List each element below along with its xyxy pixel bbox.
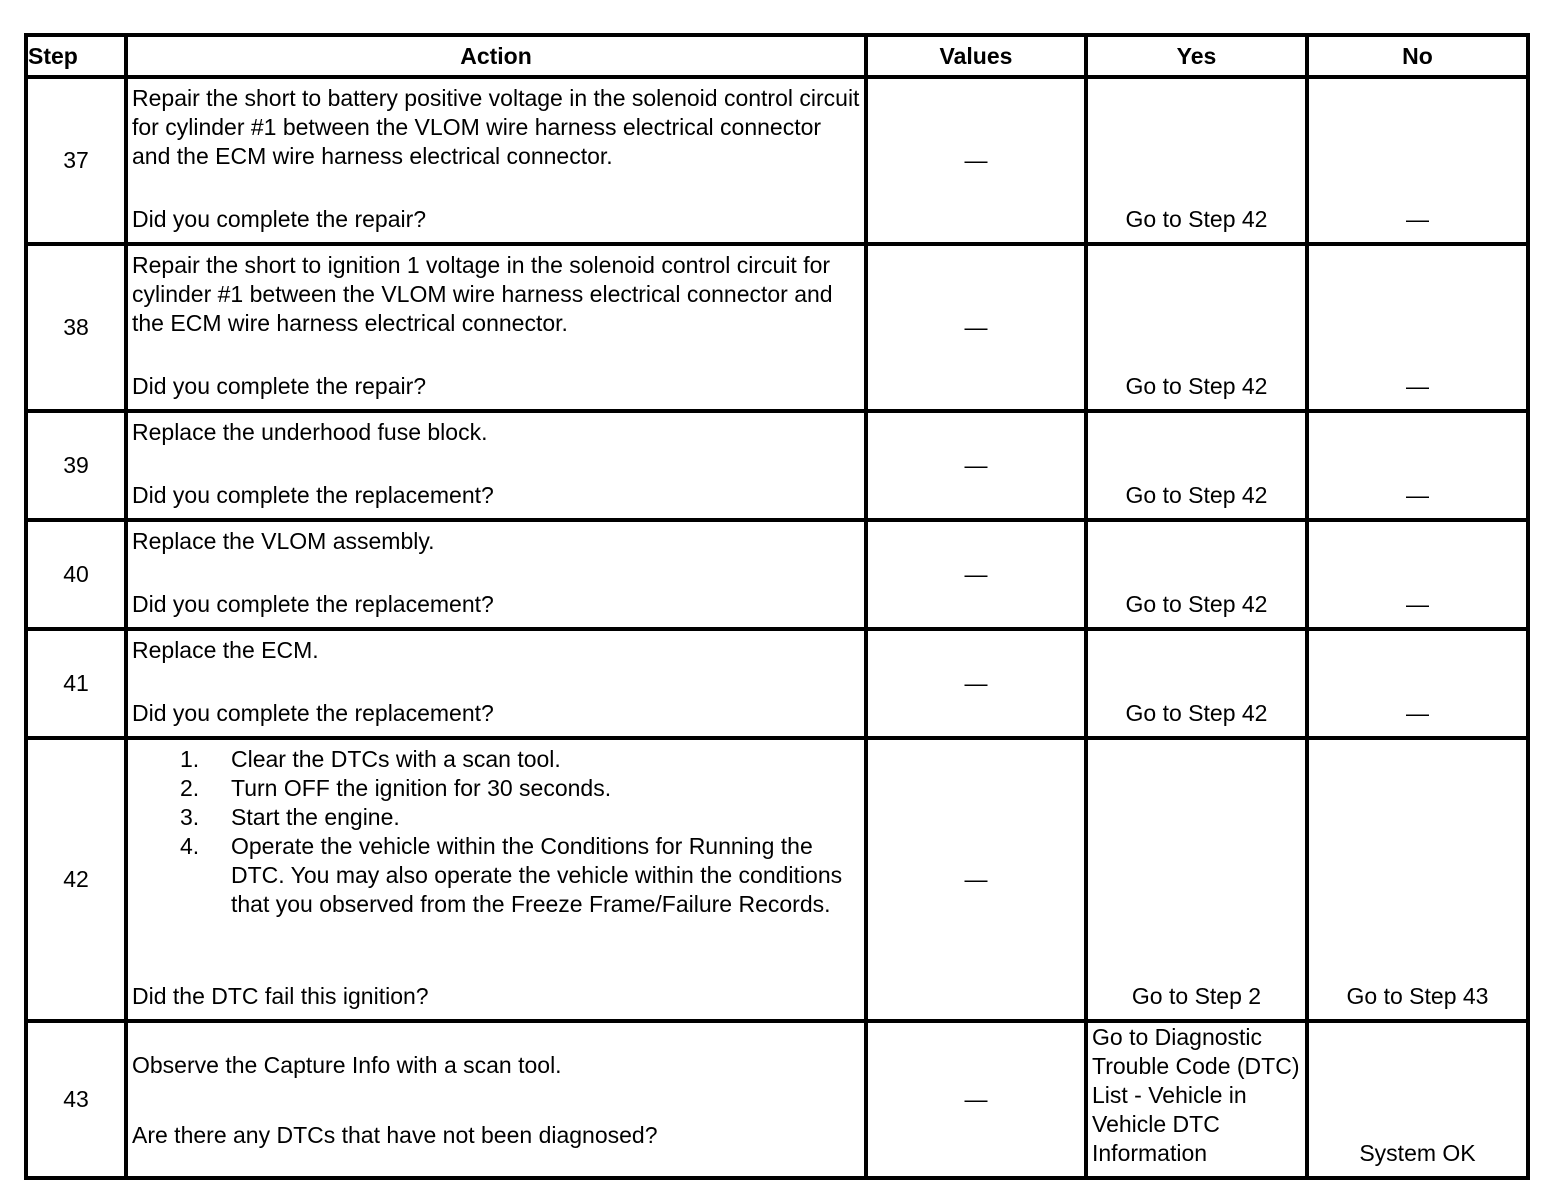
action-question: Are there any DTCs that have not been diagnosed? [132, 1122, 658, 1148]
action-cell [126, 629, 866, 738]
no-text: — [1406, 700, 1429, 726]
list-item [132, 803, 860, 832]
step-number: 40 [26, 520, 126, 629]
action-question: Did you complete the repair? [132, 206, 427, 232]
no-cell [1307, 244, 1528, 411]
header-step: Step [26, 35, 126, 77]
action-text: Repair the short to battery positive voltage in the solenoid control circuit for cylinder #1 between the VLOM wire harness electrical connector and the ECM wire harness electrical connector. [132, 85, 860, 169]
action-question: Did you complete the replacement? [132, 700, 494, 726]
action-text: Replace the underhood fuse block. [132, 419, 488, 445]
values-cell: — [866, 77, 1086, 244]
header-no: No [1307, 35, 1528, 77]
no-cell [1307, 738, 1528, 1021]
yes-text: Go to Diagnostic Trouble Code (DTC) List - Vehicle in Vehicle DTC Information [1092, 1024, 1300, 1166]
diagnostic-steps-table [24, 33, 1530, 1180]
yes-text: Go to Step 42 [1125, 482, 1268, 508]
action-question: Did you complete the replacement? [132, 591, 494, 617]
yes-text: Go to Step 2 [1131, 983, 1262, 1009]
list-text: Start the engine. [231, 804, 400, 830]
list-number: 3. [180, 804, 200, 830]
list-item [132, 745, 860, 774]
list-item [132, 832, 860, 919]
procedure-list [132, 740, 860, 919]
yes-cell [1086, 738, 1307, 1021]
yes-cell [1086, 520, 1307, 629]
list-item [132, 774, 860, 803]
action-question: Did you complete the replacement? [132, 482, 494, 508]
step-number: 43 [26, 1021, 126, 1178]
values-cell: — [866, 1021, 1086, 1178]
list-number: 4. [180, 833, 200, 859]
list-number: 2. [180, 775, 200, 801]
step-number: 41 [26, 629, 126, 738]
yes-cell [1086, 77, 1307, 244]
table-row [26, 411, 1528, 520]
table-row [26, 244, 1528, 411]
step-number: 39 [26, 411, 126, 520]
yes-cell [1086, 244, 1307, 411]
yes-cell [1086, 1021, 1307, 1178]
no-text: — [1406, 206, 1429, 232]
values-cell: — [866, 629, 1086, 738]
table-row [26, 629, 1528, 738]
action-question: Did you complete the repair? [132, 373, 427, 399]
no-text: System OK [1359, 1140, 1476, 1166]
header-row [26, 35, 1528, 77]
table-row [26, 738, 1528, 1021]
action-cell [126, 1021, 866, 1178]
no-cell [1307, 77, 1528, 244]
table-row [26, 520, 1528, 629]
no-text: Go to Step 43 [1346, 983, 1489, 1009]
action-text: Replace the ECM. [132, 637, 319, 663]
action-text: Repair the short to ignition 1 voltage in the solenoid control circuit for cylinder #1 between the VLOM wire harness electrical connector and the ECM wire harness electrical connector. [132, 252, 833, 336]
no-text: — [1406, 373, 1429, 399]
action-cell [126, 411, 866, 520]
action-cell [126, 77, 866, 244]
yes-text: Go to Step 42 [1125, 373, 1268, 399]
no-text: — [1406, 591, 1429, 617]
header-values: Values [866, 35, 1086, 77]
list-number: 1. [180, 746, 200, 772]
table-row [26, 77, 1528, 244]
list-text: Turn OFF the ignition for 30 seconds. [231, 775, 612, 801]
list-text: Operate the vehicle within the Conditions for Running the DTC. You may also operate the vehicle within the conditions that you observed from the Freeze Frame/Failure Records. [231, 833, 843, 917]
values-cell: — [866, 738, 1086, 1021]
yes-text: Go to Step 42 [1125, 700, 1268, 726]
no-cell [1307, 1021, 1528, 1178]
step-number: 38 [26, 244, 126, 411]
values-cell: — [866, 244, 1086, 411]
action-cell [126, 244, 866, 411]
yes-text: Go to Step 42 [1125, 206, 1268, 232]
yes-cell [1086, 411, 1307, 520]
step-number: 37 [26, 77, 126, 244]
no-text: — [1406, 482, 1429, 508]
action-question: Did the DTC fail this ignition? [132, 983, 429, 1009]
yes-text: Go to Step 42 [1125, 591, 1268, 617]
step-number: 42 [26, 738, 126, 1021]
yes-cell [1086, 629, 1307, 738]
values-cell: — [866, 411, 1086, 520]
values-cell: — [866, 520, 1086, 629]
action-cell [126, 738, 866, 1021]
no-cell [1307, 629, 1528, 738]
header-action: Action [126, 35, 866, 77]
list-text: Clear the DTCs with a scan tool. [231, 746, 561, 772]
table-row [26, 1021, 1528, 1178]
no-cell [1307, 520, 1528, 629]
action-cell [126, 520, 866, 629]
action-text: Replace the VLOM assembly. [132, 528, 435, 554]
action-text: Observe the Capture Info with a scan tool. [132, 1052, 562, 1078]
header-yes: Yes [1086, 35, 1307, 77]
no-cell [1307, 411, 1528, 520]
